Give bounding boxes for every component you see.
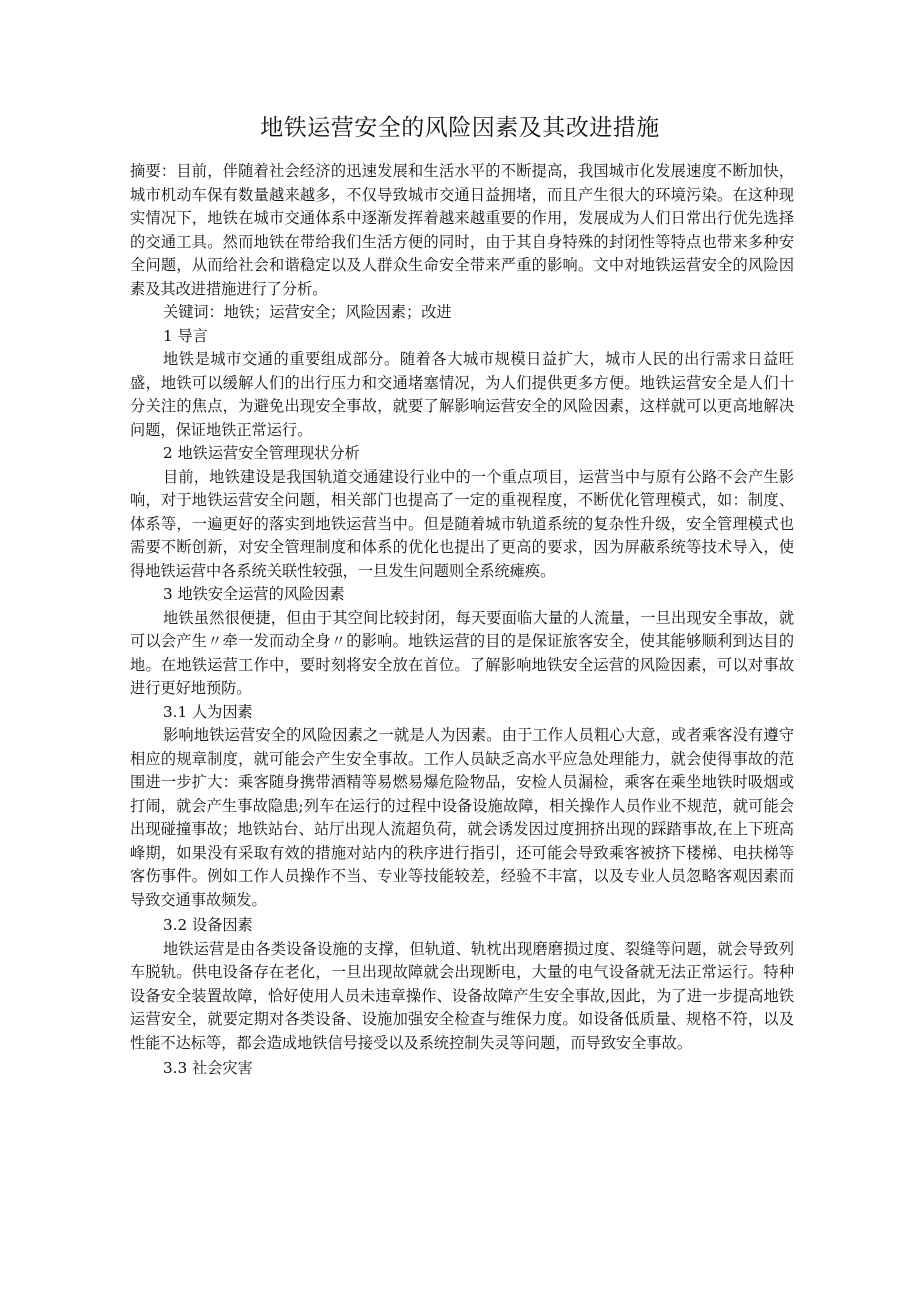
section-heading-social-disasters: 3.3 社会灾害: [163, 1059, 253, 1077]
section-heading-human-factors: 3.1 人为因素: [163, 702, 253, 721]
section-paragraph-human-factors: 影响地铁运营安全的风险因素之一就是人为因素。由于工作人员粗心大意，或者乘客没有遵守相应的规章制度，就可能会产生安全事故。工作人员缺乏高水平应急处理能力，就会使得事故的范围进一步扩大：乘客随身携带酒精等易燃易爆危险物品，安检人员漏检，乘客在乘坐地铁时吸烟或打闹，就会产生事故隐患;列车在运行的过程中设备设施故障，相关操作人员作业不规范，就可能会出现碰撞事故；地铁站台、站厅出现人流超负荷，就会诱发因过度拥挤出现的踩踏事故,在上下班高峰期，如果没有采取有效的措施对站内的秩序进行指引，还可能会导致乘客被挤下楼梯、电扶梯等客伤事件。例如工作人员操作不当、专业等技能较差，经验不丰富，以及专业人员忽略客观因素而导致交通事故频发。: [130, 726, 794, 909]
section-paragraph-introduction: 地铁是城市交通的重要组成部分。随着各大城市规模日益扩大，城市人民的出行需求日益旺盛，地铁可以缓解人们的出行压力和交通堵塞情况，为人们提供更多方便。地铁运营安全是人们十分关注的焦点，为避免出现安全事故，就要了解影响运营安全的风险因素，这样就可以更高地解决问题，保证地铁正常运行。: [130, 350, 794, 439]
section-paragraph-management-status: 目前，地铁建设是我国轨道交通建设行业中的一个重点项目，运营当中与原有公路不会产生影响，对于地铁运营安全问题，相关部门也提高了一定的重视程度，不断优化管理模式，如：制度、体系等，一遍更好的落实到地铁运营当中。但是随着城市轨道系统的复杂性升级，安全管理模式也需要不断创新，对安全管理制度和体系的优化也提出了更高的要求，因为屏蔽系统等技术导入，使得地铁运营中各系统关联性较强，一旦发生问题则全系统瘫痪。: [130, 467, 794, 580]
section-heading-risk-factors: 3 地铁安全运营的风险因素: [163, 585, 345, 603]
section-paragraph-equipment-factors: 地铁运营是由各类设备设施的支撑，但轨道、轨枕出现磨磨损过度、裂缝等问题，就会导致列车脱轨。供电设备存在老化，一旦出现故障就会出现断电，大量的电气设备就无法正常运行。特种设备安全装置故障，恰好使用人员未违章操作、设备故障产生安全事故,因此，为了进一步提高地铁运营安全，就要定期对各类设备、设施加强安全检查与维保力度。如设备低质量、规格不符，以及性能不达标等，都会造成地铁信号接受以及系统控制失灵等问题，而导致安全事故。: [130, 939, 794, 1052]
section-paragraph-risk-factors: 地铁虽然很便捷，但由于其空间比较封闭，每天要面临大量的人流量，一旦出现安全事故，就可以会产生〃牵一发而动全身〃的影响。地铁运营的目的是保证旅客安全，使其能够顺利到达目的地。在地铁运营工作中，要时刻将安全放在首位。了解影响地铁安全运营的风险因素，可以对事故进行更好地预防。: [130, 608, 794, 697]
keywords-line: 关键词：地铁；运营安全；风险因素；改进: [163, 303, 452, 321]
section-heading-equipment-factors: 3.2 设备因素: [163, 916, 253, 934]
document-body: [130, 160, 794, 1081]
section-heading-introduction: 1 导言: [163, 326, 208, 345]
abstract-paragraph: 摘要：目前，伴随着社会经济的迅速发展和生活水平的不断提高，我国城市化发展速度不断加快，城市机动车保有数量越来越多，不仅导致城市交通日益拥堵，而且产生很大的环境污染。在这种现实情况下，地铁在城市交通体系中逐渐发挥着越来越重要的作用，发展成为人们日常出行优先选择的交通工具。然而地铁在带给我们生活方便的同时，由于其自身特殊的封闭性等特点也带来多种安全问题，从而给社会和谐稳定以及人群众生命安全带来严重的影响。文中对地铁运营安全的风险因素及其改进措施进行了分析。: [130, 162, 794, 298]
section-heading-management-status: 2 地铁运营安全管理现状分析: [163, 444, 360, 462]
document-title: 地铁运营安全的风险因素及其改进措施: [260, 115, 660, 141]
